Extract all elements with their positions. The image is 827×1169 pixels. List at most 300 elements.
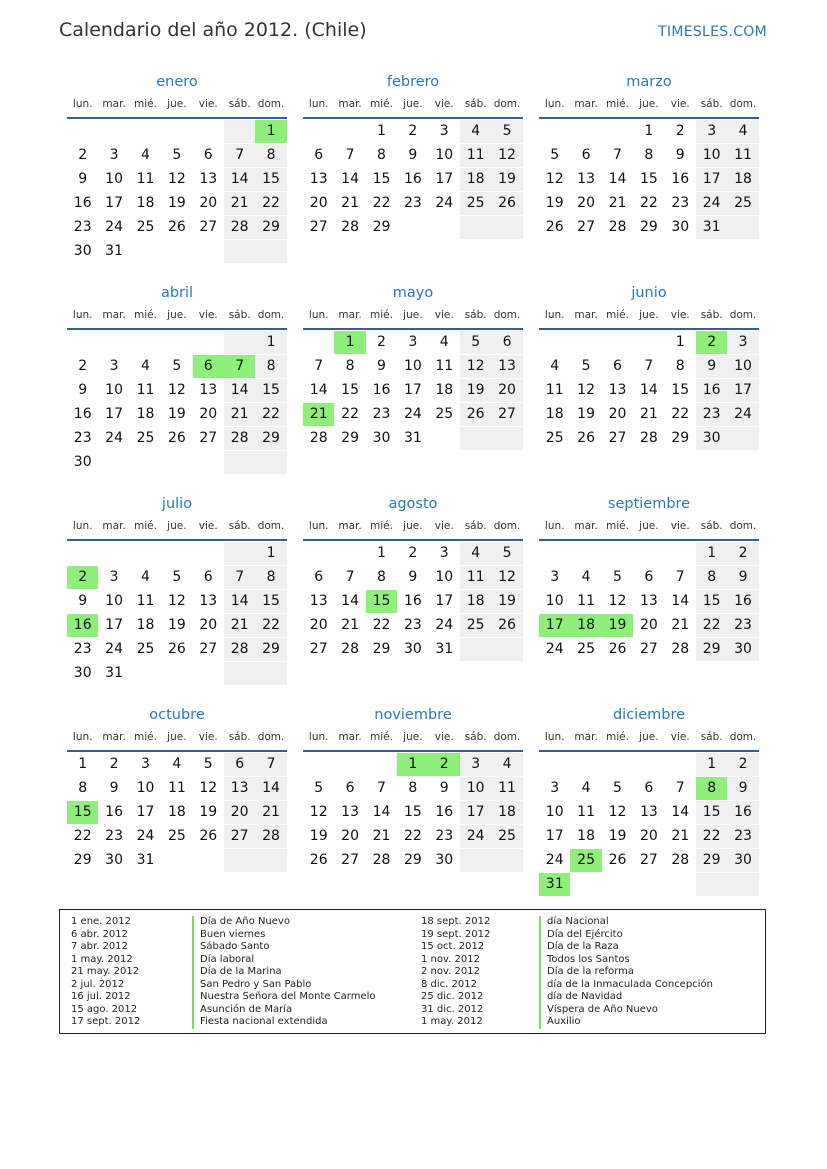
- weekday-label: mié.: [606, 98, 629, 110]
- day-cell: 16: [403, 171, 422, 187]
- day-cell: 8: [255, 566, 286, 589]
- day-cell: 12: [491, 566, 522, 589]
- day-cell: 9: [675, 147, 685, 163]
- day-cell: 22: [372, 195, 391, 211]
- day-cell: 9: [696, 355, 727, 378]
- day-cell: 20: [577, 195, 595, 211]
- day-cell: 9: [727, 566, 758, 589]
- day-cell: 21: [639, 406, 658, 422]
- day-cell: 19: [167, 195, 186, 211]
- day-cell: 21: [224, 192, 255, 215]
- weekday-label: mié.: [606, 731, 629, 743]
- day-cell: 14: [309, 382, 328, 398]
- day-cell: 22: [255, 403, 286, 426]
- month-agosto: [303, 494, 523, 662]
- day-cell: 17: [105, 617, 123, 633]
- empty-cell: [161, 662, 192, 685]
- day-cell: 3: [109, 569, 119, 585]
- day-cell: 26: [491, 192, 522, 215]
- weekday-label: jue.: [639, 520, 659, 532]
- day-cell: 13: [341, 804, 359, 820]
- empty-cell: [255, 662, 286, 685]
- empty-cell: [665, 542, 696, 565]
- day-cell: 9: [78, 171, 88, 187]
- day-cell: 14: [372, 804, 391, 820]
- legend-date: 6 abr. 2012: [71, 928, 129, 940]
- day-cell: 14: [224, 168, 255, 191]
- day-cell: 4: [727, 120, 758, 143]
- day-cell: 25: [136, 641, 155, 657]
- weekday-header: [539, 517, 759, 541]
- day-cell: 15: [341, 382, 359, 398]
- weekday-label: dom.: [493, 520, 521, 532]
- day-cell: 22: [403, 828, 422, 844]
- legend-holiday-name: Día de la Marina: [192, 966, 282, 979]
- day-cell: 18: [460, 168, 491, 191]
- empty-cell: [255, 240, 286, 263]
- weekday-label: lun.: [308, 98, 329, 110]
- day-cell: 26: [491, 614, 522, 637]
- legend-holiday-name: día Nacional: [539, 916, 609, 929]
- day-cell: 17: [696, 168, 727, 191]
- empty-cell: [633, 331, 664, 354]
- month-name: febrero: [386, 74, 440, 90]
- day-cell: 26: [309, 852, 328, 868]
- weekday-header: [303, 517, 523, 541]
- day-cell: 7: [345, 569, 355, 585]
- day-cell: 10: [545, 593, 564, 609]
- empty-cell: [334, 753, 365, 776]
- weekday-label: mié.: [134, 520, 157, 532]
- empty-cell: [397, 216, 428, 239]
- day-cell: 25: [136, 219, 155, 235]
- day-grid: [67, 542, 287, 686]
- day-cell: 13: [639, 804, 658, 820]
- day-cell: 10: [727, 355, 758, 378]
- empty-cell: [130, 120, 161, 143]
- weekday-label: mar.: [338, 731, 362, 743]
- empty-cell: [570, 120, 601, 143]
- month-octubre: [67, 705, 287, 873]
- empty-cell: [539, 331, 570, 354]
- day-cell: 26: [608, 852, 627, 868]
- day-cell: 20: [608, 406, 627, 422]
- weekday-label: sáb.: [464, 309, 487, 321]
- day-cell: 4: [460, 542, 491, 565]
- holiday-day-cell: 17: [539, 614, 570, 637]
- weekday-label: dom.: [257, 520, 285, 532]
- day-cell: 14: [608, 171, 627, 187]
- day-cell: 24: [105, 219, 123, 235]
- empty-cell: [224, 331, 255, 354]
- legend-date: 15 oct. 2012: [421, 941, 485, 952]
- legend-holiday-name: Nuestra Señora del Monte Carmelo: [192, 991, 376, 1004]
- weekday-header: [67, 306, 287, 330]
- day-cell: 14: [341, 593, 359, 609]
- weekday-label: vie.: [434, 520, 454, 532]
- empty-cell: [665, 873, 696, 896]
- day-cell: 6: [224, 753, 255, 776]
- day-cell: 12: [545, 171, 564, 187]
- site-brand-link[interactable]: TIMESLES.COM: [658, 24, 767, 40]
- empty-cell: [255, 849, 286, 872]
- month-mayo: [303, 283, 523, 451]
- day-cell: 21: [671, 617, 690, 633]
- empty-cell: [460, 216, 491, 239]
- day-cell: 13: [577, 171, 595, 187]
- day-cell: 15: [639, 171, 658, 187]
- legend-holiday-name: Día laboral: [192, 954, 254, 967]
- weekday-label: vie.: [434, 309, 454, 321]
- day-cell: 4: [491, 753, 522, 776]
- day-cell: 20: [199, 617, 218, 633]
- day-grid: [303, 753, 523, 873]
- day-cell: 1: [675, 334, 685, 350]
- weekday-header: [539, 306, 759, 330]
- day-cell: 9: [78, 593, 88, 609]
- day-cell: 9: [377, 358, 386, 374]
- day-cell: 17: [105, 195, 123, 211]
- weekday-label: sáb.: [700, 731, 723, 743]
- empty-cell: [727, 427, 758, 450]
- legend-date: 18 sept. 2012: [421, 916, 491, 927]
- day-cell: 2: [408, 545, 418, 561]
- empty-cell: [460, 849, 491, 872]
- weekday-label: sáb.: [700, 520, 723, 532]
- day-cell: 12: [491, 144, 522, 167]
- legend-date: 7 abr. 2012: [71, 941, 129, 952]
- day-cell: 3: [141, 756, 150, 772]
- weekday-header: [303, 95, 523, 119]
- day-cell: 23: [73, 219, 92, 235]
- weekday-label: vie.: [434, 731, 454, 743]
- weekday-label: mar.: [574, 520, 598, 532]
- day-cell: 24: [545, 641, 564, 657]
- weekday-label: jue.: [403, 98, 423, 110]
- empty-cell: [727, 216, 758, 239]
- day-cell: 18: [727, 168, 758, 191]
- day-cell: 20: [491, 379, 522, 402]
- day-cell: 14: [639, 382, 658, 398]
- legend-date: 16 jul. 2012: [71, 991, 131, 1002]
- day-cell: 13: [608, 382, 627, 398]
- day-cell: 30: [727, 849, 758, 872]
- legend-holiday-name: Día del Ejército: [539, 929, 623, 942]
- day-grid: [303, 331, 523, 451]
- day-cell: 25: [545, 430, 564, 446]
- day-cell: 13: [224, 777, 255, 800]
- day-cell: 30: [435, 852, 454, 868]
- day-cell: 25: [167, 828, 186, 844]
- day-cell: 15: [372, 171, 391, 187]
- day-cell: 15: [255, 590, 286, 613]
- day-cell: 12: [460, 355, 491, 378]
- day-cell: 31: [105, 243, 123, 259]
- legend-holiday-name: Sábado Santo: [192, 941, 269, 954]
- legend-holiday-name: día de la Inmaculada Concepción: [539, 979, 713, 992]
- day-cell: 5: [581, 358, 591, 374]
- empty-cell: [98, 120, 129, 143]
- empty-cell: [161, 451, 192, 474]
- day-cell: 22: [341, 406, 359, 422]
- day-cell: 27: [491, 403, 522, 426]
- day-cell: 7: [675, 569, 685, 585]
- day-cell: 1: [78, 756, 88, 772]
- day-cell: 4: [460, 120, 491, 143]
- weekday-label: vie.: [434, 98, 454, 110]
- day-cell: 3: [439, 123, 449, 139]
- day-cell: 20: [309, 195, 328, 211]
- day-cell: 14: [224, 590, 255, 613]
- day-cell: 21: [372, 828, 391, 844]
- weekday-label: mar.: [102, 309, 126, 321]
- day-cell: 15: [255, 379, 286, 402]
- weekday-label: dom.: [729, 520, 757, 532]
- weekday-label: mié.: [370, 520, 393, 532]
- day-cell: 3: [550, 780, 560, 796]
- empty-cell: [539, 753, 570, 776]
- weekday-header: [303, 728, 523, 752]
- legend-date: 2 nov. 2012: [421, 966, 480, 977]
- legend-date: 31 dic. 2012: [421, 1003, 484, 1015]
- empty-cell: [130, 662, 161, 685]
- day-cell: 18: [167, 804, 186, 820]
- legend-holiday-name: Auxilio: [539, 1016, 581, 1029]
- weekday-label: dom.: [729, 98, 757, 110]
- day-cell: 23: [372, 406, 391, 422]
- weekday-label: sáb.: [464, 520, 487, 532]
- day-cell: 4: [141, 358, 150, 374]
- day-cell: 23: [696, 403, 727, 426]
- empty-cell: [130, 240, 161, 263]
- day-cell: 8: [345, 358, 355, 374]
- weekday-label: vie.: [670, 520, 690, 532]
- empty-cell: [539, 542, 570, 565]
- empty-cell: [602, 331, 633, 354]
- day-cell: 3: [408, 334, 418, 350]
- weekday-label: jue.: [167, 520, 187, 532]
- day-cell: 29: [73, 852, 92, 868]
- day-cell: 19: [491, 590, 522, 613]
- empty-cell: [602, 753, 633, 776]
- weekday-label: lun.: [72, 520, 93, 532]
- day-cell: 23: [727, 825, 758, 848]
- day-cell: 5: [314, 780, 324, 796]
- weekday-label: vie.: [670, 309, 690, 321]
- day-cell: 8: [377, 569, 386, 585]
- day-cell: 30: [105, 852, 123, 868]
- weekday-label: lun.: [72, 309, 93, 321]
- day-cell: 7: [224, 566, 255, 589]
- day-cell: 11: [577, 593, 595, 609]
- day-cell: 18: [435, 382, 454, 398]
- day-cell: 5: [550, 147, 560, 163]
- day-cell: 24: [435, 617, 454, 633]
- day-cell: 30: [696, 427, 727, 450]
- day-cell: 6: [203, 569, 213, 585]
- day-cell: 11: [460, 144, 491, 167]
- empty-cell: [602, 120, 633, 143]
- empty-cell: [491, 638, 522, 661]
- day-cell: 10: [403, 358, 422, 374]
- day-cell: 11: [167, 780, 186, 796]
- empty-cell: [303, 542, 334, 565]
- legend-holiday-name: Día de Año Nuevo: [192, 916, 290, 929]
- day-cell: 13: [199, 382, 218, 398]
- weekday-label: mié.: [134, 309, 157, 321]
- weekday-label: vie.: [198, 309, 218, 321]
- weekday-header: [67, 95, 287, 119]
- day-cell: 8: [255, 355, 286, 378]
- day-cell: 24: [105, 430, 123, 446]
- day-cell: 7: [224, 144, 255, 167]
- day-cell: 10: [105, 593, 123, 609]
- day-cell: 30: [73, 243, 92, 259]
- day-cell: 6: [644, 569, 654, 585]
- month-junio: [539, 283, 759, 451]
- day-cell: 29: [639, 219, 658, 235]
- day-cell: 26: [167, 219, 186, 235]
- weekday-label: sáb.: [464, 731, 487, 743]
- legend-date: 17 sept. 2012: [71, 1016, 141, 1027]
- day-cell: 2: [377, 334, 386, 350]
- day-cell: 24: [545, 852, 564, 868]
- legend-holiday-name: Víspera de Año Nuevo: [539, 1004, 658, 1017]
- empty-cell: [727, 873, 758, 896]
- day-cell: 10: [435, 147, 454, 163]
- day-cell: 22: [696, 825, 727, 848]
- legend-holiday-name: Fiesta nacional extendida: [192, 1016, 328, 1029]
- weekday-label: lun.: [544, 731, 565, 743]
- day-grid: [303, 542, 523, 662]
- empty-cell: [633, 542, 664, 565]
- day-cell: 27: [639, 852, 658, 868]
- day-cell: 27: [199, 641, 218, 657]
- day-cell: 8: [644, 147, 654, 163]
- day-cell: 19: [167, 617, 186, 633]
- day-cell: 31: [435, 641, 454, 657]
- day-cell: 8: [255, 144, 286, 167]
- day-cell: 23: [105, 828, 123, 844]
- day-cell: 28: [341, 219, 359, 235]
- day-cell: 13: [309, 171, 328, 187]
- holiday-day-cell: 6: [193, 355, 224, 378]
- day-cell: 24: [435, 195, 454, 211]
- day-cell: 2: [727, 753, 758, 776]
- day-cell: 31: [696, 216, 727, 239]
- weekday-label: mié.: [606, 309, 629, 321]
- empty-cell: [602, 873, 633, 896]
- day-cell: 5: [172, 147, 182, 163]
- day-cell: 1: [696, 753, 727, 776]
- weekday-label: mié.: [370, 98, 393, 110]
- weekday-label: sáb.: [700, 309, 723, 321]
- weekday-label: mar.: [574, 98, 598, 110]
- day-cell: 11: [460, 566, 491, 589]
- weekday-label: dom.: [493, 309, 521, 321]
- month-name: abril: [160, 285, 194, 301]
- weekday-label: mar.: [102, 98, 126, 110]
- day-cell: 28: [255, 825, 286, 848]
- day-cell: 4: [141, 147, 150, 163]
- empty-cell: [633, 753, 664, 776]
- month-febrero: [303, 72, 523, 240]
- weekday-header: [303, 306, 523, 330]
- empty-cell: [224, 849, 255, 872]
- legend-date: 19 sept. 2012: [421, 928, 491, 940]
- day-cell: 30: [727, 638, 758, 661]
- day-cell: 25: [136, 430, 155, 446]
- day-cell: 25: [460, 614, 491, 637]
- legend-date: 8 dic. 2012: [421, 978, 477, 990]
- empty-cell: [570, 542, 601, 565]
- empty-cell: [193, 662, 224, 685]
- day-cell: 13: [309, 593, 328, 609]
- day-cell: 21: [224, 614, 255, 637]
- day-cell: 26: [577, 430, 595, 446]
- day-cell: 7: [613, 147, 622, 163]
- day-cell: 10: [435, 569, 454, 585]
- weekday-label: vie.: [198, 98, 218, 110]
- empty-cell: [98, 451, 129, 474]
- day-cell: 9: [408, 569, 418, 585]
- day-grid: [67, 753, 287, 873]
- day-cell: 5: [613, 780, 622, 796]
- month-noviembre: [303, 705, 523, 873]
- day-cell: 29: [341, 430, 359, 446]
- empty-cell: [491, 427, 522, 450]
- day-cell: 20: [341, 828, 359, 844]
- day-cell: 27: [608, 430, 627, 446]
- day-cell: 14: [341, 171, 359, 187]
- month-name: enero: [156, 74, 198, 90]
- empty-cell: [334, 120, 365, 143]
- weekday-label: jue.: [167, 731, 187, 743]
- day-cell: 12: [577, 382, 595, 398]
- day-cell: 12: [608, 593, 627, 609]
- holiday-day-cell: 1: [397, 753, 428, 776]
- empty-cell: [665, 753, 696, 776]
- month-name: agosto: [388, 496, 438, 512]
- weekday-label: jue.: [639, 731, 659, 743]
- day-cell: 21: [608, 195, 627, 211]
- day-cell: 18: [460, 590, 491, 613]
- day-cell: 24: [460, 825, 491, 848]
- day-cell: 25: [727, 192, 758, 215]
- day-cell: 10: [545, 804, 564, 820]
- month-name: diciembre: [612, 707, 686, 723]
- legend-holiday-name: Buen viernes: [192, 929, 265, 942]
- empty-cell: [696, 873, 727, 896]
- day-cell: 23: [73, 641, 92, 657]
- day-cell: 30: [671, 219, 690, 235]
- day-cell: 23: [73, 430, 92, 446]
- day-cell: 24: [696, 192, 727, 215]
- weekday-label: jue.: [639, 309, 659, 321]
- day-cell: 11: [577, 804, 595, 820]
- day-cell: 17: [136, 804, 155, 820]
- weekday-label: sáb.: [228, 731, 251, 743]
- day-cell: 12: [167, 382, 186, 398]
- day-cell: 25: [435, 406, 454, 422]
- day-cell: 4: [550, 358, 560, 374]
- day-cell: 14: [671, 804, 690, 820]
- day-cell: 30: [403, 641, 422, 657]
- day-cell: 30: [73, 454, 92, 470]
- weekday-label: lun.: [544, 98, 565, 110]
- holiday-day-cell: 31: [539, 873, 570, 896]
- weekday-label: lun.: [72, 98, 93, 110]
